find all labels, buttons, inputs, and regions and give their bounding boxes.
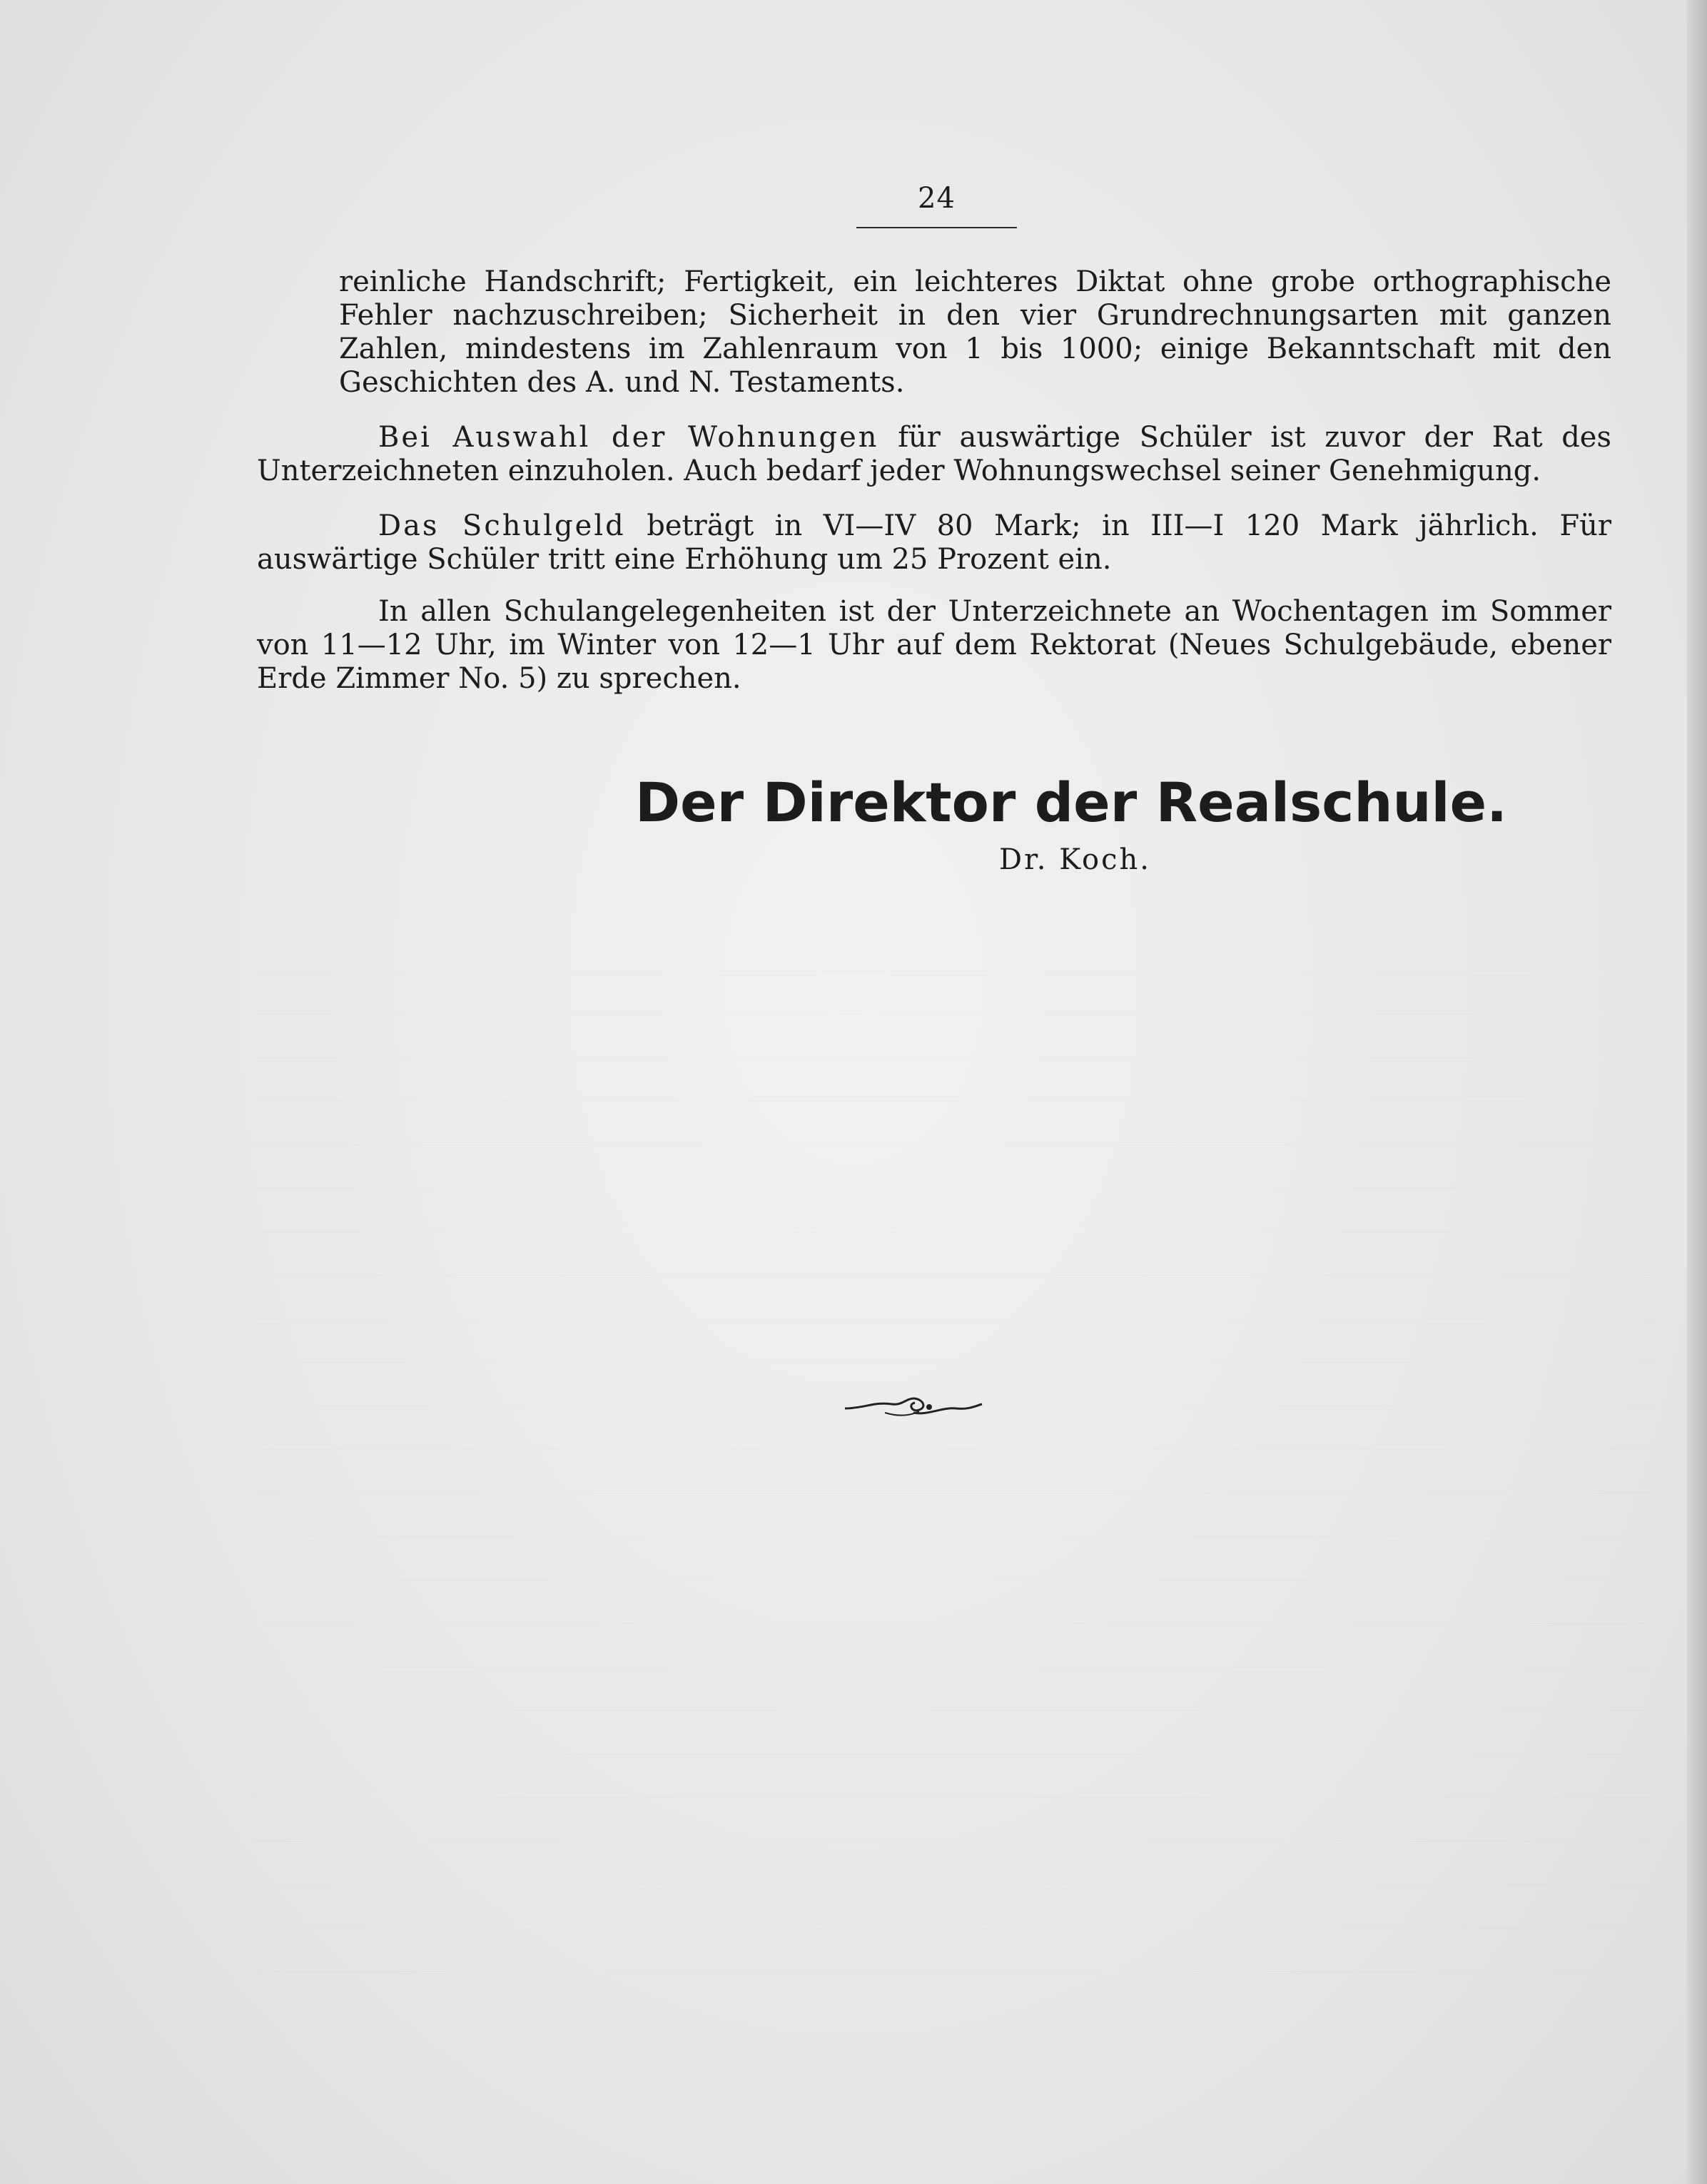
paragraph-lead-spaced: Bei Auswahl der Wohnungen xyxy=(378,421,879,454)
paragraph-requirements xyxy=(257,265,1611,400)
paragraph-text: beträgt in VI—IV 80 Mark; in III—I 120 Mark jährlich. Für auswärtige Schüler tritt eine Erhöhung um 25 Prozent ein. xyxy=(257,509,1611,576)
page-edge-shadow xyxy=(1687,0,1707,2184)
paragraph-text: In allen Schulangelegenheiten ist der Unterzeichnete an Wochentagen im Sommer von 11—12 Uhr, im Winter von 12—1 Uhr auf dem Rektorat (Neues Schulgebäude, ebener Erde Zimmer No. 5) zu sprechen. xyxy=(257,595,1611,695)
page-number: 24 xyxy=(918,182,956,215)
ornament-icon xyxy=(842,1391,985,1423)
signature-name: Dr. Koch. xyxy=(999,843,1151,876)
bleed-through-background xyxy=(253,935,1652,1979)
paragraph-office-hours xyxy=(257,595,1611,696)
paragraph-school-fees xyxy=(257,509,1611,577)
paragraph-text: für auswärtige Schüler ist zuvor der Rat des Unterzeichneten einzuholen. Auch bedarf jeder Wohnungswechsel seiner Genehmigung. xyxy=(257,421,1611,487)
paragraph-text: reinliche Handschrift; Fertigkeit, ein leichteres Diktat ohne grobe orthographische Fehler nachzuschreiben; Sicherheit in den vier Grundrechnungsarten mit ganzen Zahlen, mindestens im Zahlenraum von 1 bis 1000; einige Bekanntschaft mit den Geschichten des A. und N. Testaments. xyxy=(339,265,1611,399)
paragraph-lodging xyxy=(257,421,1611,488)
signature-title: Der Direktor der Realschule. xyxy=(635,771,1508,834)
header-rule xyxy=(856,227,1017,228)
paragraph-lead-spaced: Das Schulgeld xyxy=(378,509,626,542)
